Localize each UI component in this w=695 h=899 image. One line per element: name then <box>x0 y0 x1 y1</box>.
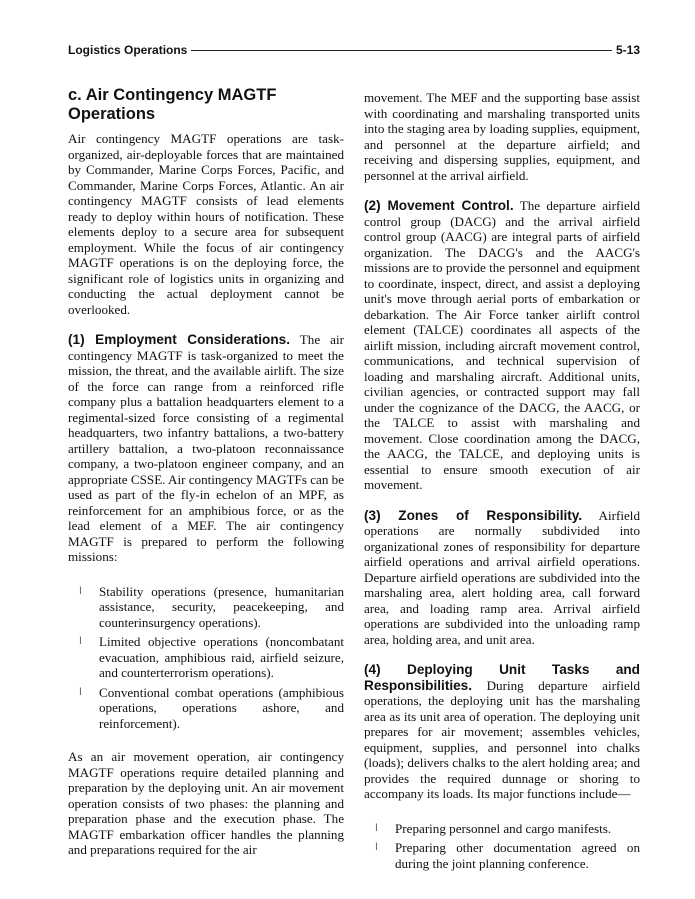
zones-text: Airfield operations are normally subdivided into organizational zones of responsibility for departure airfield operations and arrival airfield operations. Departure airfield operations are subdivided into the marshaling area, alert holding area, call forward area, and loading ramp area. Arrival airfield operations are subdivided into the unloading ramp area, holding area, and unit area. <box>364 507 640 647</box>
list-item: l Conventional combat operations (amphibious operations, operations ashore, and reinforcement). <box>79 684 344 731</box>
left-column <box>68 86 344 858</box>
bullet-icon: l <box>79 686 82 698</box>
movement-control-text: The departure airfield control group (DACG) and the arrival airfield control group (AACG) are integral parts of airfield organization. The DACG's and the AACG's missions are to provide the personnel and equipment to coordinate, inspect, direct, and assist a deploying unit's move through aerial ports of embarkation or debarkation. The Air Force tanker airlift control element (TALCE) coordinates all aspects of the airlift mission, including aircraft movement control, communications, and technical supervision of loading and marshaling aircraft. Additional units, civilian agencies, or contracted support may fall under the cognizance of the DACG, the AACG, or the TALCE to assist with marshaling and movement. Close coordination among the DACG, the AACG, the TALCE, and deploying units is essential to ensure smooth execution of air movement. <box>364 198 640 492</box>
section-heading: c. Air Contingency MAGTF Operations <box>68 86 277 123</box>
deploying-unit-subheading: (4) Deploying Unit Tasks and Responsibilities. <box>364 662 640 693</box>
employment-text: The air contingency MAGTF is task-organized to meet the mission, the threat, and the available airlift. The size of the force can range from a reinforced rifle company plus a battalion headquarters element to a regimental-sized force consisting of a regimental headquarters, two infantry battalions, a two-battery artillery battalion, a two-platoon reconnaissance company, a two-platoon engineer company, and an appropriate CSSE. Air contingency MAGTFs can be used as part of the fly-in echelon of an MPF, as reinforcement for an amphibious force, or as the lead element of a MEF. The air contingency MAGTF is prepared to perform the following missions: <box>68 332 345 564</box>
intro-paragraph: Air contingency MAGTF operations are task-organized, air-deployable forces that are maintained by Commander, Marine Corps Forces, Pacific, and Commander, Marine Corps Forces, Atlantic. An air contingency MAGTF consists of lead elements ready to deploy within hours of notification. These elements deploy to a secure area for subsequent employment. While the focus of air contingency MAGTF operations is on the deploying force, the significant role of logistics units in organizing and conducting the actual deployment cannot be overlooked. <box>68 131 344 317</box>
header-rule <box>191 50 612 51</box>
missions-list <box>68 584 344 732</box>
list-item: l Stability operations (presence, humanitarian assistance, security, peacekeeping, and counterinsurgency operations). <box>79 583 344 630</box>
bullet-icon: l <box>79 636 82 647</box>
zones-subheading: (3) Zones of Responsibility. <box>364 507 583 523</box>
deploying-unit-paragraph <box>364 662 640 802</box>
movement-control-subheading: (2) Movement Control. <box>364 198 514 213</box>
deploying-unit-text: During departure airfield operations, the deploying unit has the marshaling area as its unit area of operation. The deploying unit prepares for air movement; assembles vehicles, equipment, supplies, and personnel into chalks (loads); delivers chalks to the alert holding area; and provides the required dunnage or shoring to accompany its loads. Its major functions include— <box>364 677 640 801</box>
right-column <box>364 90 640 889</box>
employment-paragraph <box>68 332 344 565</box>
employment-subheading: (1) Employment Considerations. <box>68 332 290 347</box>
page-number: 5-13 <box>615 43 640 57</box>
bullet-icon: l <box>375 822 378 834</box>
functions-list <box>364 821 640 872</box>
list-item: l Preparing other documentation agreed on during the joint planning conference. <box>375 840 640 871</box>
list-item: l Limited objective operations (noncombatant evacuation, amphibious raid, airfield seizure, and counterterrorism operations). <box>79 634 344 680</box>
running-header <box>68 41 640 59</box>
header-section-title: Logistics Operations <box>68 43 188 57</box>
continuation-paragraph: movement. The MEF and the supporting base assist with coordinating and marshaling transported units into the staging area by loading supplies, equipment, and personnel at the departure airfield; and receiving and dispersing supplies, equipment, and personnel at the arrival airfield. <box>364 90 641 183</box>
zones-paragraph <box>364 508 640 648</box>
list-item: l Preparing personnel and cargo manifests. <box>375 820 612 836</box>
bullet-icon: l <box>79 585 82 597</box>
bullet-icon: l <box>375 842 378 853</box>
air-movement-paragraph: As an air movement operation, air contingency MAGTF operations require detailed planning and preparation by the deploying unit. An air movement operation consists of two phases: the planning and preparation phase and the execution phase. The MAGTF embarkation officer handles the planning and preparations required for the air <box>68 749 344 857</box>
movement-control-paragraph <box>364 198 640 493</box>
